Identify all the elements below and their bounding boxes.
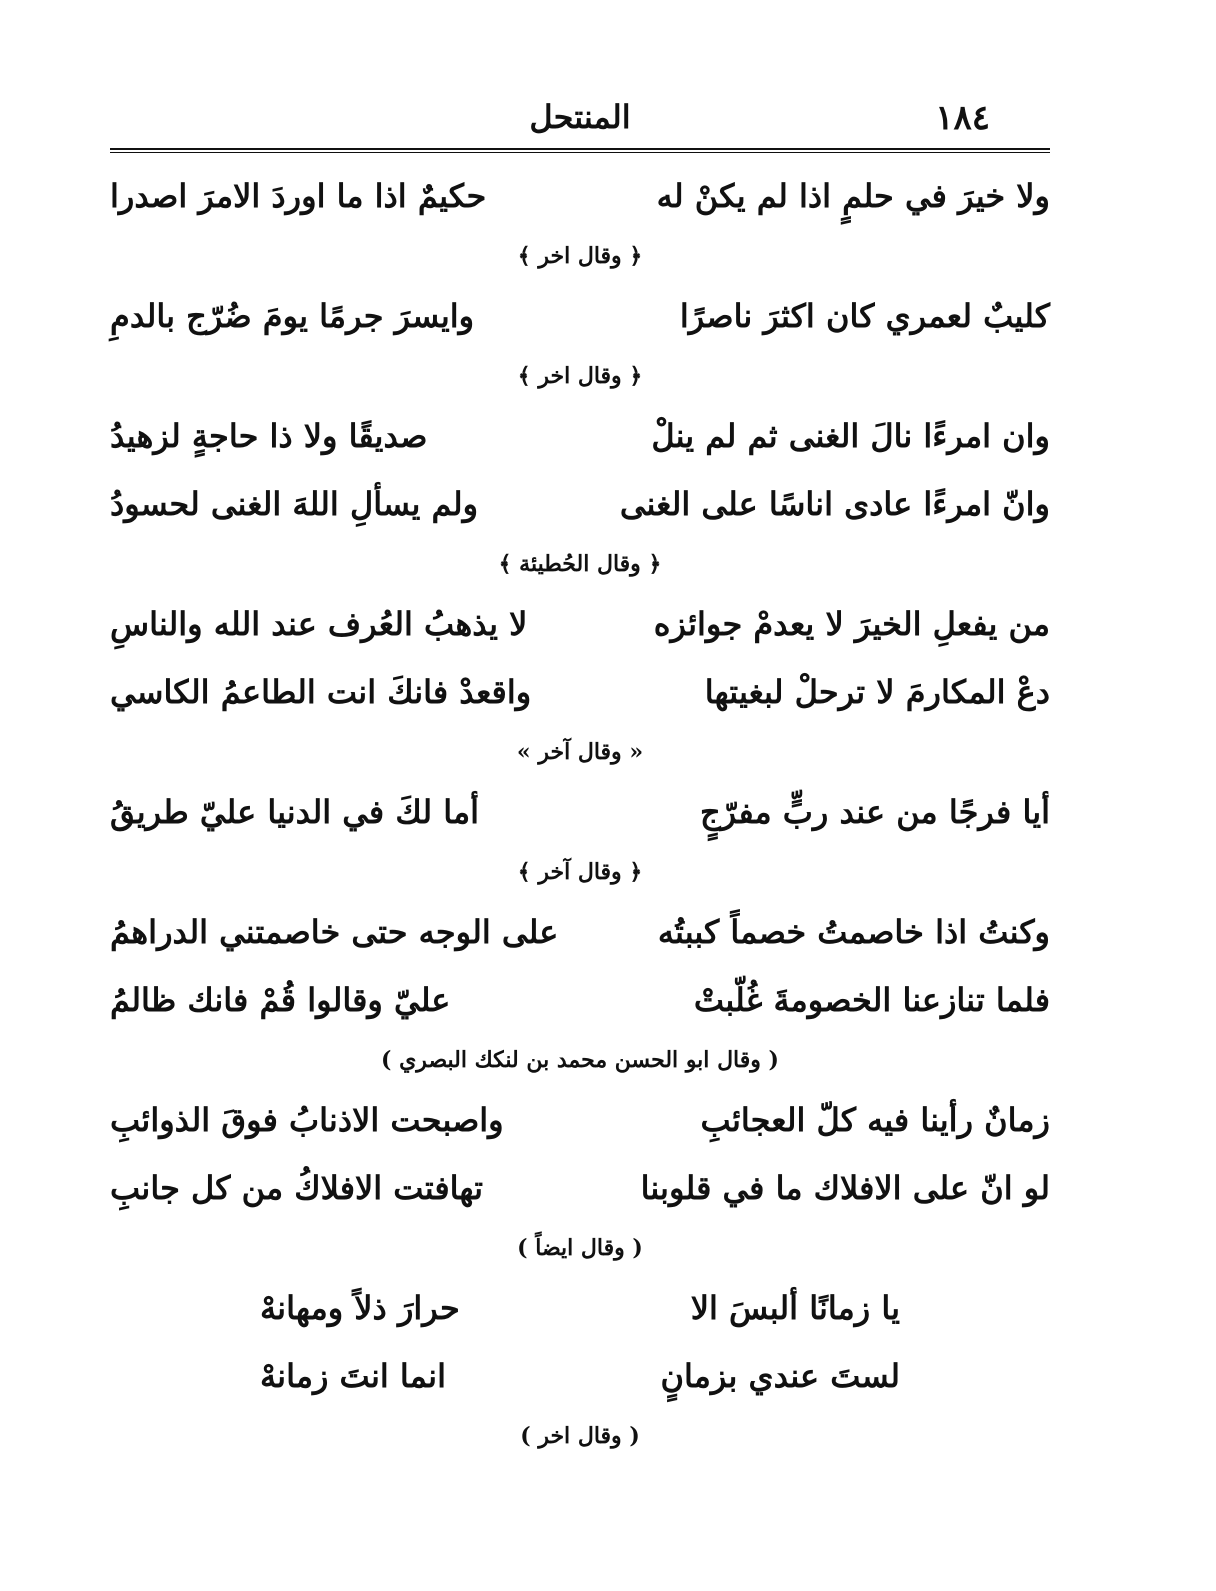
verse-second-hemistich: وايسرَ جرمًا يومَ ضُرّج بالدمِ — [110, 297, 475, 335]
verse-line — [110, 282, 1050, 350]
verse-second-hemistich: صديقًا ولا ذا حاجةٍ لزهيدُ — [110, 417, 428, 455]
poem-heading: « وقال آخر » — [516, 739, 644, 765]
poem-heading: ﴿ وقال الحُطيئة ﴾ — [498, 551, 662, 577]
poem-heading: ﴿ وقال آخر ﴾ — [517, 859, 643, 885]
verse-second-hemistich: انما انتَ زمانهْ — [260, 1357, 446, 1395]
verse-first-hemistich: وكنتُ اذا خاصمتُ خصماً كببتُه — [657, 913, 1050, 951]
verse-first-hemistich: زمانٌ رأينا فيه كلّ العجائبِ — [700, 1101, 1050, 1139]
verse-second-hemistich: حكيمٌ اذا ما اوردَ الامرَ اصدرا — [110, 177, 487, 215]
verse-first-hemistich: دعْ المكارمَ لا ترحلْ لبغيتها — [704, 673, 1050, 711]
verse-second-hemistich: حرارَ ذلاً ومهانهْ — [260, 1289, 460, 1327]
verse-second-hemistich: واقعدْ فانكَ انت الطاعمُ الكاسي — [110, 673, 532, 711]
verse-first-hemistich: أيا فرجًا من عند ربٍّ مفرّجٍ — [700, 793, 1050, 831]
verse-first-hemistich: لستَ عندي بزمانٍ — [660, 1357, 900, 1395]
page-header — [110, 92, 1050, 144]
verse-line — [110, 898, 1050, 966]
verse-first-hemistich: يا زمانًا ألبسَ الا — [690, 1289, 900, 1327]
verse-line — [110, 402, 1050, 470]
verse-second-hemistich: واصبحت الاذنابُ فوقَ الذوائبِ — [110, 1101, 504, 1139]
verse-second-hemistich: أما لكَ في الدنيا عليّ طريقُ — [110, 793, 479, 831]
page-number: ١٨٤ — [935, 98, 990, 138]
verse-line — [110, 470, 1050, 538]
verse-first-hemistich: من يفعلِ الخيرَ لا يعدمْ جوائزه — [653, 605, 1050, 643]
verse-second-hemistich: لا يذهبُ العُرف عند الله والناسِ — [110, 605, 528, 643]
verse-line — [110, 590, 1050, 658]
verse-second-hemistich: ولم يسألِ اللهَ الغنى لحسودُ — [110, 485, 479, 523]
poem-heading: ﴿ وقال اخر ﴾ — [517, 243, 643, 269]
verse-first-hemistich: فلما تنازعنا الخصومةَ غُلّبتْ — [693, 981, 1050, 1019]
verse-line — [110, 1274, 1050, 1342]
verse-second-hemistich: عليّ وقالوا قُمْ فانك ظالمُ — [110, 981, 451, 1019]
verse-line — [110, 966, 1050, 1034]
verse-line — [110, 1154, 1050, 1222]
poem-body — [110, 162, 1050, 1462]
running-title: المنتحل — [529, 98, 631, 136]
verse-first-hemistich: وانّ امرءًا عادى اناسًا على الغنى — [619, 485, 1050, 523]
header-rule — [110, 148, 1050, 150]
verse-second-hemistich: تهافتت الافلاكُ من كل جانبِ — [110, 1169, 484, 1207]
verse-second-hemistich: على الوجه حتى خاصمتني الدراهمُ — [110, 913, 559, 951]
header-rule-thin — [110, 152, 1050, 153]
verse-line — [110, 1342, 1050, 1410]
verse-line — [110, 778, 1050, 846]
verse-line — [110, 162, 1050, 230]
verse-line — [110, 1086, 1050, 1154]
verse-first-hemistich: كليبٌ لعمري كان اكثرَ ناصرًا — [679, 297, 1050, 335]
verse-first-hemistich: وان امرءًا نالَ الغنى ثم لم ينلْ — [651, 417, 1050, 455]
verse-first-hemistich: ولا خيرَ في حلمٍ اذا لم يكنْ له — [656, 177, 1050, 215]
poem-heading: ( وقال اخر ) — [520, 1423, 640, 1449]
poem-heading: ( وقال ايضاً ) — [517, 1235, 643, 1261]
poem-heading: ( وقال ابو الحسن محمد بن لنكك البصري ) — [381, 1047, 779, 1073]
verse-line — [110, 658, 1050, 726]
poem-heading: ﴿ وقال اخر ﴾ — [517, 363, 643, 389]
verse-first-hemistich: لو انّ على الافلاك ما في قلوبنا — [640, 1169, 1050, 1207]
